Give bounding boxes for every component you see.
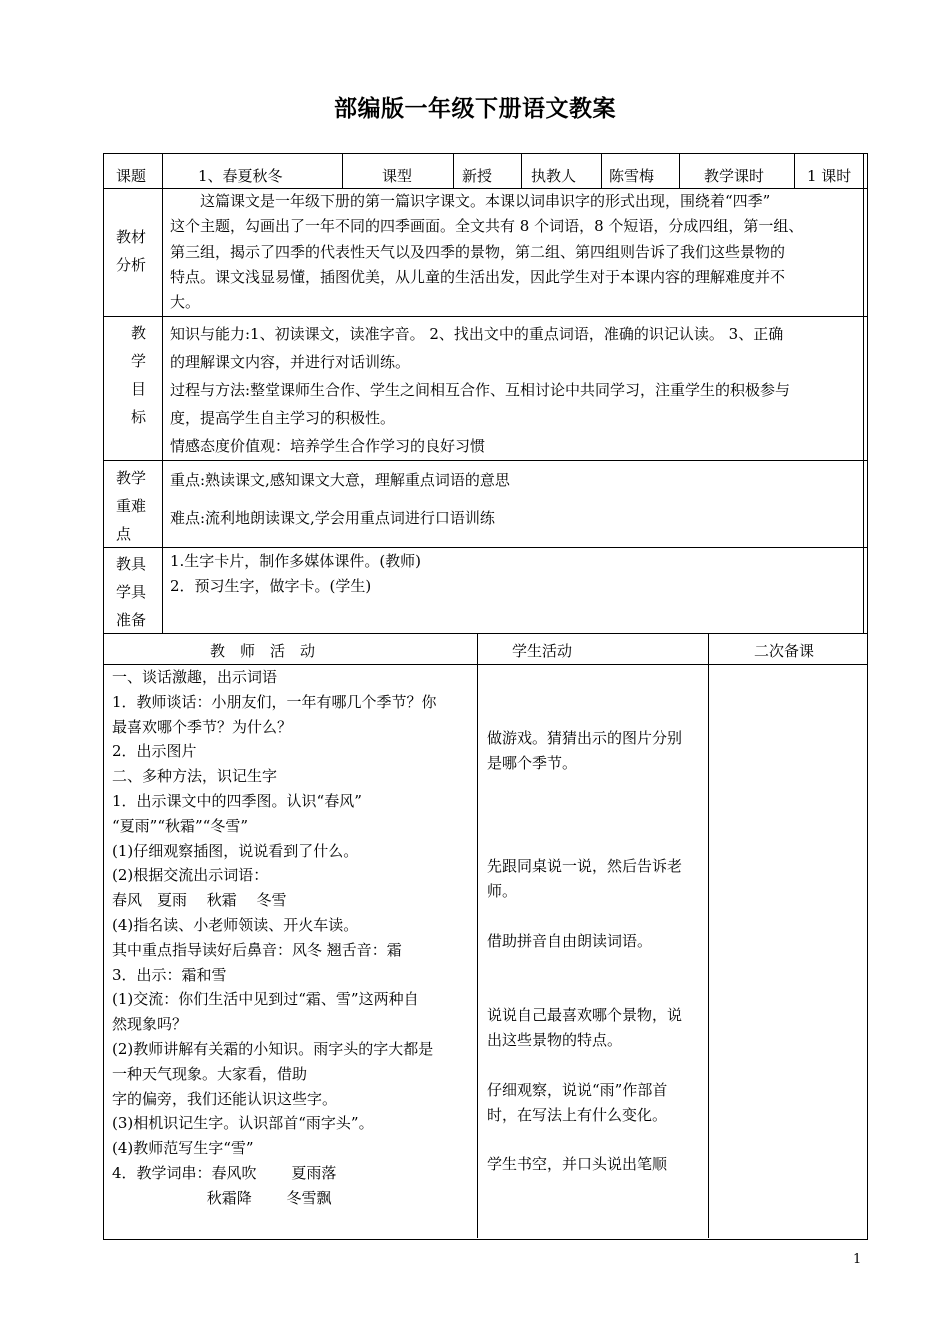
page-title: 部编版一年级下册语文教案 xyxy=(334,96,616,122)
hours-label: 教学课时 xyxy=(704,167,765,185)
col-divider xyxy=(453,153,454,188)
row-divider xyxy=(103,316,868,317)
student-activity-e: 仔细观察，说说“雨”作部首 时，在写法上有什么变化。 xyxy=(487,1081,668,1124)
goals-text: 知识与能力:1、初读课文，读准字音。 2、找出文中的重点词语，准确的识记认读。 3、正确 的理解课文内容，并进行对话训练。 过程与方法:整堂课师生合作、学生之间相互合作、互相讨论中共同学习，注重学生的积极参与 度，提高学生自主学习的积极性。 情感态度价值观：培养学生合作学习的良好习惯 xyxy=(170,325,791,455)
tools-line-2: 2．预习生字，做字卡。(学生) xyxy=(170,577,372,595)
type-value: 新授 xyxy=(462,167,493,185)
topic-label: 课题 xyxy=(116,167,147,185)
teacher-activity-header: 教 师 活 动 xyxy=(210,642,316,660)
col-divider xyxy=(162,153,163,633)
col-divider xyxy=(708,633,709,1238)
hours-value: 1 课时 xyxy=(807,167,852,185)
col-divider xyxy=(863,153,864,633)
tools-line-1: 1.生字卡片，制作多媒体课件。(教师) xyxy=(170,552,422,570)
teacher-value: 陈雪梅 xyxy=(609,167,655,185)
row-divider xyxy=(103,633,868,634)
student-activity-a: 做游戏。猜猜出示的图片分别 是哪个季节。 xyxy=(487,729,683,772)
page-number: 1 xyxy=(853,1252,862,1267)
col-divider xyxy=(477,633,478,1238)
keypoints-label: 教学 重难 点 xyxy=(116,469,147,543)
student-activity-f: 学生书空，并口头说出笔顺 xyxy=(487,1155,668,1173)
col-divider xyxy=(342,153,343,188)
student-activity-c: 借助拼音自由朗读词语。 xyxy=(487,932,653,950)
tools-label: 教具 学具 准备 xyxy=(116,555,147,629)
teacher-activity: 一、谈话激趣，出示词语 1．教师谈话：小朋友们，一年有哪几个季节？你 最喜欢哪个季节？为什么？ 2．出示图片 二、多种方法，识记生字 1．出示课文中的四季图。认识“春风” “夏雨”“秋霜”“冬雪” (1)仔细观察插图，说说看到了什么。 (2)根据交流出示词语： 春风 夏雨 秋霜 冬雪 (4)指名读、小老师领读、开火车读。 其中重点指导读好后鼻音：风冬 翘舌音：霜 3．出示：霜和雪 (1)交流：你们生活中见到过“霜、雪”这两种自 然现象吗？ (2)教师讲解有关霜的小知识。雨字头的字大都是 一种天气现象。大家看，借助 字的偏旁，我们还能认识这些字。 (3)相机识记生字。认识部首“雨字头”。 (4)教师范写生字“雪” 4．教学词串：春风吹 夏雨落 秋霜降 冬雪飘 xyxy=(112,668,437,1207)
analysis-text: 这篇课文是一年级下册的第一篇识字课文。本课以词串识字的形式出现，围绕着“四季” 这个主题，勾画出了一年不同的四季画面。全文共有 8 个词语，8 个短语，分成四组，第一组、 第三组，揭示了四季的代表性天气以及四季的景物，第二组、第四组则告诉了我们这些景物的 特点。课文浅显易懂，插图优美，从儿童的生活出发，因此学生对于本课内容的理解难度并不 大。 xyxy=(170,192,804,312)
teacher-label: 执教人 xyxy=(531,167,577,185)
student-activity-header: 学生活动 xyxy=(512,642,573,660)
row-divider xyxy=(103,547,868,548)
second-prep-header: 二次备课 xyxy=(754,642,815,660)
student-activity-d: 说说自己最喜欢哪个景物，说 出这些景物的特点。 xyxy=(487,1006,683,1049)
analysis-label: 教材 分析 xyxy=(116,228,147,274)
col-divider xyxy=(794,153,795,188)
difficult-point: 难点:流利地朗读课文,学会用重点词进行口语训练 xyxy=(170,509,495,527)
row-divider xyxy=(103,460,868,461)
student-activity-b: 先跟同桌说一说，然后告诉老 师。 xyxy=(487,857,683,900)
col-divider xyxy=(601,153,602,188)
key-point: 重点:熟读课文,感知课文大意，理解重点词语的意思 xyxy=(170,471,510,489)
col-divider xyxy=(679,153,680,188)
topic-value: 1、春夏秋冬 xyxy=(198,167,283,185)
col-divider xyxy=(521,153,522,188)
type-label: 课型 xyxy=(382,167,413,185)
goals-label: 教 学 目 标 xyxy=(131,324,147,426)
